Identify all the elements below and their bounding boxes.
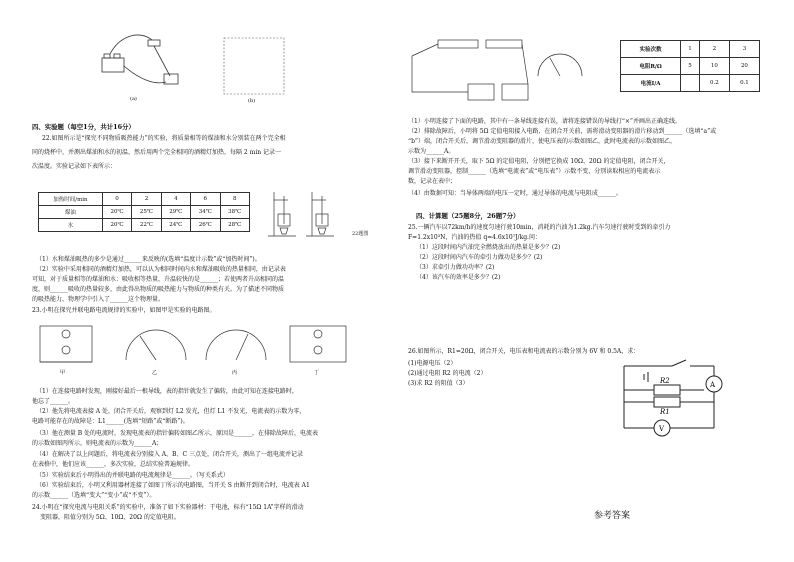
q23-sub4a: （4）在解决了以上问题后，将电流表分别接入 A、B、C 三点处，闭合开关，测出了一组电流并记录: [36, 451, 303, 458]
table-cell: 加热时间/min: [39, 193, 103, 206]
q26-sub1: (1)电源电压（2）: [408, 360, 457, 367]
q25-sub1: （1）这段时间内汽油完全燃烧放出的热量是多少？(2): [416, 244, 561, 251]
q23-figures: [36, 320, 376, 380]
table-cell: 2: [699, 41, 729, 58]
table-row: [621, 58, 760, 75]
q22-data-table: [38, 192, 250, 232]
fig-a-label: (a): [130, 96, 137, 102]
q23-sub5: （5）实验结束后小明得出的并联电路的电流规律是______。（写关系式）: [36, 472, 229, 479]
label-r1: R1: [660, 408, 670, 416]
table-cell: 电阻R/Ω: [621, 58, 681, 75]
table-cell: 2: [132, 193, 161, 206]
fig23-label-bing: 丙: [232, 370, 238, 376]
q24-sub1: （1）小明连接了下面的电路，其中有一条导线连接有误，请将连接错误的导线打“×”并画出正确连线。: [408, 118, 681, 125]
q23-sub3a: （3）他在测量 B 处的电流时，发现电流表的指针偏转如图乙所示，原因是______，在排除故障后，电流表: [36, 430, 319, 437]
q24-sub2b: “b”）端，闭合开关后，调节滑动变阻器的滑片，使电压表的示数如图乙，此时电流表的示数如图乙，: [408, 138, 676, 145]
table-cell: 实验次数: [621, 41, 681, 58]
label-r2: R2: [660, 377, 670, 385]
q23-sub6b: 的示数______（选填“变大”“变小”或“不变”）。: [32, 492, 156, 499]
q23-sub1a: （1）在连接电路时发现，刚接好最后一根导线，表的指针就发生了偏转，由此可知在连接电路时，: [36, 388, 298, 395]
q23-sub3b: 的示数如图丙所示，则电流表的示数为______A；: [32, 440, 163, 447]
q24-sub3c: 数，记录在表中；: [408, 178, 457, 185]
table-row: [39, 206, 250, 219]
q22-sub1: （1）水和煤油吸热的多少是通过______来反映的(选填“温度计示数”或“加热时间”)。: [36, 256, 261, 263]
q26-sub2: (2)通过电阻 R2 的电流（2）: [408, 370, 487, 377]
fig23-label-ding: 丁: [314, 370, 320, 376]
q26-circuit-figure: [614, 356, 726, 448]
table-cell: 24℃: [161, 219, 190, 232]
q23-sub6a: （6）实验结束后，小明又利用器材连接了如图丁所示的电路图，当开关 S 由断开到闭合时，电流表 A1: [36, 482, 310, 489]
q23-sub1b: 他忘了______。: [32, 398, 75, 405]
table-cell: 5: [681, 58, 700, 75]
q22-sub2d: 的吸热能力，物理学中引入了______这个物理量。: [32, 296, 165, 303]
table-cell: 22℃: [132, 219, 161, 232]
table-cell: [681, 75, 700, 92]
q23-sub4b: 在表格中，他们应该______，多次实验，总结实验普遍规律。: [32, 461, 195, 468]
table-cell: 20: [729, 58, 759, 75]
section-heading-calculation: 四、计算题（25题8分，26题7分）: [416, 212, 520, 220]
q24-line1: 24.小明在“探究电流与电阻关系”的实验中，准备了如下实验器材：干电池，标有“15Ω 1A”字样的滑动: [32, 504, 304, 511]
q22-line1: 22.如图所示是“探究不同物质吸热能力”的实验，将质量相等的煤油和水分别装在两个完全相: [42, 135, 286, 142]
q23-sub2b: 电路可能存在的故障是：L1______(选填“短路”或“断路”)。: [32, 418, 189, 425]
q22-apparatus-figure: [266, 188, 346, 244]
q26-sub3: (3)求 R2 的阻值（3）: [408, 380, 469, 387]
table-row: [621, 41, 760, 58]
q22-line3: 次温度。实验记录如下表所示：: [32, 163, 117, 170]
q26-line1: 26.如图所示，R1=20Ω，闭合开关，电压表和电流表的示数分别为 6V 和 0.5A，求：: [408, 348, 640, 355]
table-cell: 20℃: [102, 206, 131, 219]
table-cell: 3: [729, 41, 759, 58]
q23-sub2a: （2）他先将电流表接 A 处，闭合开关后，观察到灯 L2 发光，但灯 L1 不发光，电流表的示数为零，: [36, 408, 306, 415]
q25-sub2: （2）这段时间内汽车的牵引力做功是多少？(2): [416, 254, 543, 261]
q25-line2: F=1.2x10³N，汽油的热值 q=4.6x10⁷J/kg.问：: [408, 234, 541, 241]
figure-b: [220, 36, 290, 104]
q22-sub2a: （2）实验中采用相同的酒精灯加热，可以认为相同时间内水和煤油吸收的热量相同，由记录表: [36, 266, 286, 273]
fig22-label: 22题图: [352, 231, 369, 237]
table-cell: 煤油: [39, 206, 103, 219]
table-cell: 0: [102, 193, 131, 206]
q25-sub4: （4）该汽车的效率是多少？(2): [416, 274, 501, 281]
table-cell: 0.2: [699, 75, 729, 92]
ammeter-label: A: [710, 381, 716, 389]
table-cell: 电流I/A: [621, 75, 681, 92]
table-cell: 6: [191, 193, 220, 206]
table-cell: 38℃: [220, 206, 249, 219]
q24-sub2c: 示数为______A。: [408, 148, 455, 155]
table-cell: 29℃: [161, 206, 190, 219]
table-cell: 20℃: [102, 219, 131, 232]
q22-sub2b: 可知，对于质量相等的煤油和水：吸收相等热量，升温较快的是______；若使两者升高相同的温: [32, 276, 285, 283]
table-row: [39, 219, 250, 232]
table-row: [39, 193, 250, 206]
q25-sub3: （3）求牵引力做功功率？(2): [416, 264, 495, 271]
q24-circuit-figure: [408, 36, 608, 104]
table-cell: 25℃: [132, 206, 161, 219]
fig-b-label: (b): [248, 98, 256, 104]
q24-sub2a: （2）排除故障后，小明将 5Ω 定值电阻接入电路，在闭合开关前，需将滑动变阻器的滑片移动到______（选填“a”或: [408, 128, 717, 135]
table-cell: 28℃: [220, 219, 249, 232]
table-cell: 8: [220, 193, 249, 206]
table-cell: 34℃: [191, 206, 220, 219]
table-row: [621, 75, 760, 92]
section-heading-experiments: 四、实验题（每空1分，共计16分）: [32, 123, 135, 131]
q24-line2: 变阻器，阻值分别为 5Ω、10Ω、20Ω 的定值电阻。: [40, 514, 180, 521]
q24-sub3a: （3）接下来断开开关，取下 5Ω 的定值电阻，分别把它换成 10Ω、20Ω 的定值电阻，闭合开关，: [408, 158, 670, 165]
table-cell: 1: [681, 41, 700, 58]
table-cell: 水: [39, 219, 103, 232]
q22-sub2c: 度，则______吸收的热量较多，由此得出物质的吸热能力与物质的种类有关。为了描述不同物质: [32, 286, 285, 293]
table-cell: 26℃: [191, 219, 220, 232]
table-cell: 10: [699, 58, 729, 75]
q22-line2: 同的烧杯中，并测出煤油和水的初温，然后用两个完全相同的酒精灯加热，每隔 2 min 记录一: [32, 149, 282, 156]
table-cell: 4: [161, 193, 190, 206]
q24-sub4: （4）由数据可知：当导体两端的电压一定时，通过导体的电流与电阻成______。: [408, 190, 622, 197]
figure-a: [100, 30, 190, 102]
right-column: [408, 0, 764, 562]
table-cell: 0.1: [729, 75, 759, 92]
q25-line1: 25.一辆汽车以72km/h的速度匀速行驶10min，消耗的汽油为1.2kg.汽车匀速行驶时受到的牵引力: [408, 224, 671, 231]
q23-intro: 23.小明在探究并联电路电流规律的实验中，如图甲是实验的电路图。: [32, 307, 216, 314]
q24-sub3b: 调节滑动变阻器，控制______（选填“电流表”或“电压表”）示数不变，分别读取相应的电流表示: [408, 168, 661, 175]
answers-title: 参考答案: [594, 510, 631, 520]
fig23-label-jia: 甲: [60, 370, 66, 376]
left-column: [30, 0, 382, 562]
q24-data-table: [620, 40, 760, 92]
voltmeter-label: V: [659, 425, 665, 433]
fig23-label-yi: 乙: [152, 370, 158, 376]
